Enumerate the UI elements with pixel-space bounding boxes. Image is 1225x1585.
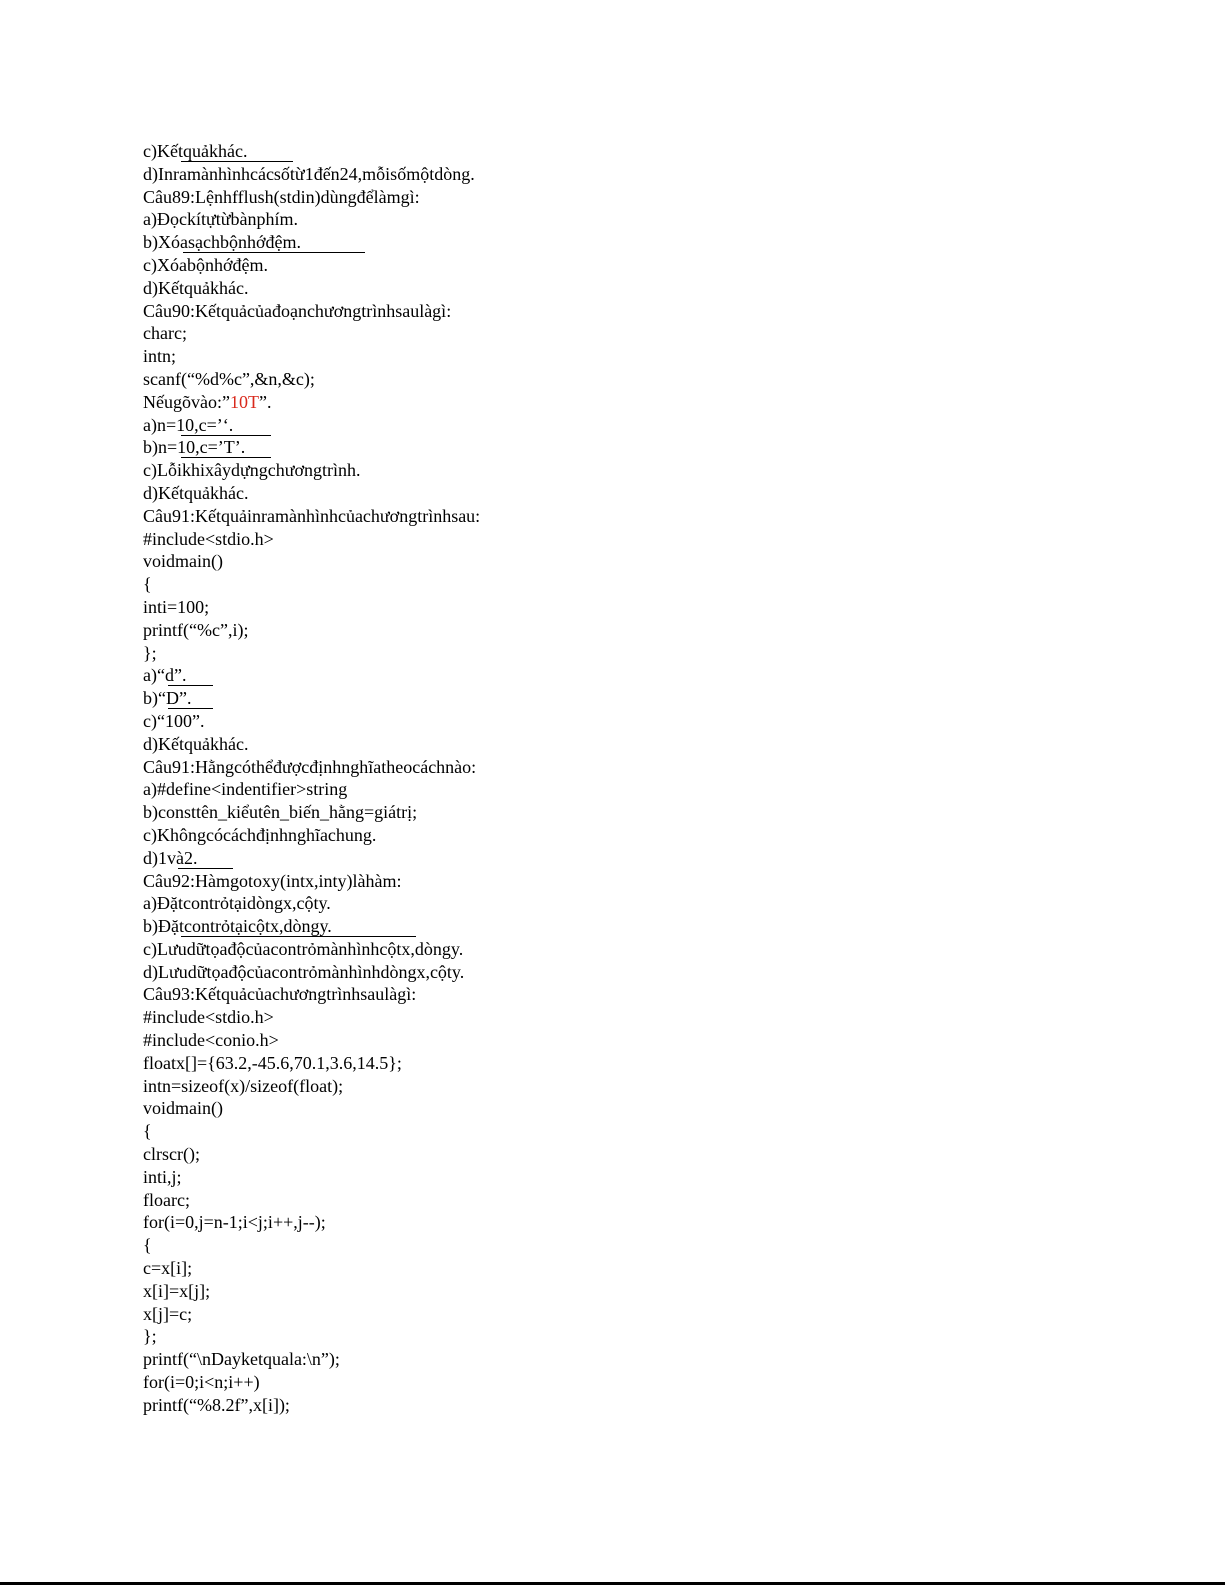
- text-line: [143, 254, 1143, 277]
- text-line: [143, 892, 1143, 915]
- text-line: [143, 915, 1143, 938]
- text-line-content: voidmain(): [143, 551, 223, 572]
- text-line-content: c=x[i];: [143, 1258, 193, 1279]
- text-line: [143, 1325, 1143, 1348]
- text-line-content: floarc;: [143, 1189, 190, 1210]
- text-line: [143, 1006, 1143, 1029]
- text-line-content: printf(“%c”,i);: [143, 619, 249, 640]
- text-line: [143, 983, 1143, 1006]
- text-line: [143, 550, 1143, 573]
- text-line-content: Câu91:Kếtquảinramànhìnhcủachươngtrìnhsau:: [143, 505, 481, 526]
- text-line-content: d)Kếtquảkhác.: [143, 482, 249, 503]
- text-line-content: b)Xóasạchbộnhớđệm.: [143, 232, 301, 253]
- input-example-highlight: 10T: [229, 391, 259, 412]
- text-line-content: inti,j;: [143, 1166, 182, 1187]
- text-line: [143, 345, 1143, 368]
- text-line: [143, 140, 1143, 163]
- text-line: [143, 1257, 1143, 1280]
- text-line: [143, 756, 1143, 779]
- text-line-content: Câu89:Lệnhfflush(stdin)dùngđểlàmgì:: [143, 186, 420, 207]
- text-line: [143, 1394, 1143, 1417]
- text-line: [143, 938, 1143, 961]
- text-line: [143, 1371, 1143, 1394]
- text-line-content: a)n=10,c=’‘.: [143, 414, 234, 435]
- text-line-content: d)Lưudữtọađộcủacontrỏmànhìnhdòngx,cộty.: [143, 961, 465, 982]
- text-line: [143, 1303, 1143, 1326]
- text-line: [143, 596, 1143, 619]
- text-line: [143, 208, 1143, 231]
- text-line: [143, 505, 1143, 528]
- text-line: [143, 710, 1143, 733]
- text-line: [143, 414, 1143, 437]
- text-line: [143, 870, 1143, 893]
- text-line-content: voidmain(): [143, 1098, 223, 1119]
- text-line: [143, 733, 1143, 756]
- text-line: [143, 573, 1143, 596]
- text-line-content: x[j]=c;: [143, 1303, 193, 1324]
- text-line-content: printf(“\nDayketquala:\n”);: [143, 1349, 340, 1370]
- text-line-content: c)Lưudữtọađộcủacontrỏmànhìnhcộtx,dòngy.: [143, 938, 464, 959]
- text-line-content: for(i=0;i<n;i++): [143, 1372, 260, 1393]
- text-line: [143, 368, 1143, 391]
- text-line-content: {: [143, 1121, 152, 1142]
- text-line-content: printf(“%8.2f”,x[i]);: [143, 1394, 290, 1415]
- text-line: [143, 459, 1143, 482]
- text-line-content: c)“100”.: [143, 710, 205, 731]
- text-line: [143, 1029, 1143, 1052]
- text-line-content: b)consttên_kiểutên_biến_hằng=giátrị;: [143, 802, 418, 823]
- text-line: [143, 1075, 1143, 1098]
- input-example-prefix: Nếugõvào:”: [143, 391, 230, 412]
- text-line: [143, 687, 1143, 710]
- text-line: [143, 1120, 1143, 1143]
- text-line: [143, 1280, 1143, 1303]
- text-line-content: clrscr();: [143, 1144, 200, 1165]
- text-line-content: d)Inramànhìnhcácsốtừ1đến24,mỗisốmộtdòng.: [143, 163, 475, 184]
- text-line: [143, 1189, 1143, 1212]
- text-line: [143, 824, 1143, 847]
- text-line: [143, 528, 1143, 551]
- text-line: [143, 1097, 1143, 1120]
- input-example-line: [143, 391, 1143, 414]
- text-line-content: intn;: [143, 346, 177, 367]
- text-line: [143, 778, 1143, 801]
- text-line-content: Câu92:Hàmgotoxy(intx,inty)làhàm:: [143, 870, 402, 891]
- text-line: [143, 231, 1143, 254]
- text-line: [143, 961, 1143, 984]
- text-line: [143, 801, 1143, 824]
- text-line-content: charc;: [143, 323, 187, 344]
- text-line: [143, 1211, 1143, 1234]
- text-line-content: c)Kếtquảkhác.: [143, 141, 248, 161]
- text-line-content: {: [143, 1235, 152, 1256]
- text-line-content: #include<stdio.h>: [143, 1007, 274, 1028]
- text-line: [143, 1166, 1143, 1189]
- text-line-content: c)Lỗikhixâydựngchươngtrình.: [143, 460, 361, 481]
- text-line: [143, 619, 1143, 642]
- text-line-content: d)Kếtquảkhác.: [143, 277, 249, 298]
- text-line-content: c)Khôngcócáchđịnhnghĩachung.: [143, 824, 377, 845]
- text-line: [143, 277, 1143, 300]
- text-line-content: x[i]=x[j];: [143, 1280, 211, 1301]
- text-line-content: intn=sizeof(x)/sizeof(float);: [143, 1075, 344, 1096]
- text-line-content: Câu90:Kếtquảcủađoạnchươngtrìnhsaulàgì:: [143, 300, 452, 321]
- text-line-content: Câu91:Hằngcóthểđượcđịnhnghĩatheocáchnào:: [143, 756, 477, 777]
- text-line-content: };: [143, 1326, 157, 1347]
- text-line: [143, 436, 1143, 459]
- text-line: [143, 1052, 1143, 1075]
- text-line-content: Câu93:Kếtquảcủachươngtrìnhsaulàgì:: [143, 984, 417, 1005]
- text-line-content: c)Xóabộnhớđệm.: [143, 254, 268, 275]
- text-line: [143, 642, 1143, 665]
- text-line: [143, 847, 1143, 870]
- text-line-content: d)1và2.: [143, 847, 198, 868]
- text-line-content: b)Đặtcontrỏtạicộtx,dòngy.: [143, 916, 332, 937]
- input-example-suffix: ”.: [258, 391, 272, 412]
- text-line-content: b)“D”.: [143, 688, 192, 709]
- text-line-content: #include<stdio.h>: [143, 528, 274, 549]
- text-line-content: };: [143, 642, 157, 663]
- text-line-content: a)#define<indentifier>string: [143, 779, 348, 800]
- text-line: [143, 1348, 1143, 1371]
- text-line-content: {: [143, 574, 152, 595]
- text-line: [143, 664, 1143, 687]
- text-line-content: a)“d”.: [143, 665, 187, 686]
- text-line-content: for(i=0,j=n-1;i<j;i++,j--);: [143, 1212, 326, 1233]
- text-line-content: scanf(“%d%c”,&n,&c);: [143, 368, 315, 389]
- text-line: [143, 186, 1143, 209]
- text-line-content: floatx[]={63.2,-45.6,70.1,3.6,14.5};: [143, 1052, 402, 1073]
- text-line-content: d)Kếtquảkhác.: [143, 733, 249, 754]
- text-line-content: b)n=10,c=’T’.: [143, 437, 246, 458]
- text-line-content: #include<conio.h>: [143, 1030, 279, 1051]
- text-line-content: a)Đặtcontrỏtạidòngx,cộty.: [143, 893, 331, 914]
- text-line-content: inti=100;: [143, 596, 210, 617]
- text-line: [143, 1234, 1143, 1257]
- text-line: [143, 482, 1143, 505]
- document-body: [143, 140, 1143, 1417]
- text-line: [143, 1143, 1143, 1166]
- text-line: [143, 322, 1143, 345]
- text-line-content: a)Đọckítựtừbànphím.: [143, 209, 298, 230]
- text-line: [143, 163, 1143, 186]
- text-line: [143, 300, 1143, 323]
